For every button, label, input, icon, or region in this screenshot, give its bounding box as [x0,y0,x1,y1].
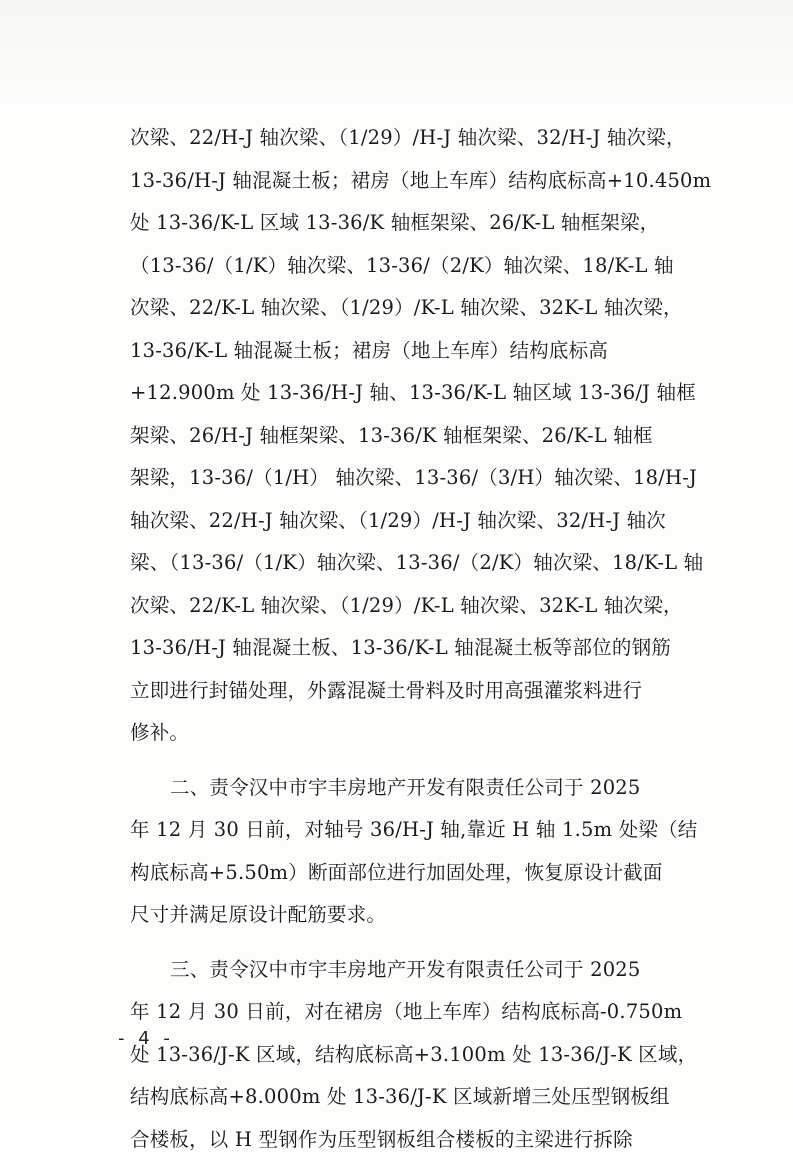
text-line: 三、责令汉中市宇丰房地产开发有限责任公司于 2025 [130,949,670,992]
text-line: 次梁、22/K-L 轴次梁、（1/29）/K-L 轴次梁、32K-L 轴次梁， [130,287,670,330]
document-body [130,117,670,1161]
text-line: 二、责令汉中市宇丰房地产开发有限责任公司于 2025 [130,767,670,810]
text-line: 尺寸并满足原设计配筋要求。 [130,894,670,937]
paragraph-item-three [130,949,670,1161]
text-line: 13-36/H-J 轴混凝土板；裙房（地上车库）结构底标高+10.450m [130,160,670,203]
text-line: 架梁、26/H-J 轴框架梁、13-36/K 轴框架梁、26/K-L 轴框 [130,415,670,458]
text-line: 处 13-36/J-K 区域，结构底标高+3.100m 处 13-36/J-K 区域， [130,1034,670,1077]
paragraph-continuation [130,117,670,755]
scan-watermark-band [0,0,793,110]
text-line: 结构底标高+8.000m 处 13-36/J-K 区域新增三处压型钢板组 [130,1076,670,1119]
paragraph-item-two [130,767,670,937]
text-line: 13-36/H-J 轴混凝土板、13-36/K-L 轴混凝土板等部位的钢筋 [130,627,670,670]
text-line: 构底标高+5.50m）断面部位进行加固处理，恢复原设计截面 [130,852,670,895]
text-line: 处 13-36/K-L 区域 13-36/K 轴框架梁、26/K-L 轴框架梁， [130,202,670,245]
text-line: 架梁，13-36/（1/H） 轴次梁、13-36/（3/H）轴次梁、18/H-J [130,457,670,500]
text-line: 次梁、22/H-J 轴次梁、（1/29）/H-J 轴次梁、32/H-J 轴次梁， [130,117,670,160]
text-line: 13-36/K-L 轴混凝土板；裙房（地上车库）结构底标高 [130,330,670,373]
text-line: 轴次梁、22/H-J 轴次梁、（1/29）/H-J 轴次梁、32/H-J 轴次 [130,500,670,543]
text-line: （13-36/（1/K）轴次梁、13-36/（2/K）轴次梁、18/K-L 轴 [130,245,670,288]
text-line: 梁、（13-36/（1/K）轴次梁、13-36/（2/K）轴次梁、18/K-L 轴 [130,542,670,585]
text-line: 立即进行封锚处理，外露混凝土骨料及时用高强灌浆料进行 [130,670,670,713]
text-line: 次梁、22/K-L 轴次梁、（1/29）/K-L 轴次梁、32K-L 轴次梁， [130,585,670,628]
text-line: +12.900m 处 13-36/H-J 轴、13-36/K-L 轴区域 13-36/J 轴框 [130,372,670,415]
text-line: 年 12 月 30 日前，对轴号 36/H-J 轴,靠近 H 轴 1.5m 处梁（结 [130,809,670,852]
page-number: - 4 - [118,1028,174,1049]
text-line: 年 12 月 30 日前，对在裙房（地上车库）结构底标高-0.750m [130,991,670,1034]
text-line: 修补。 [130,712,670,755]
text-line: 合楼板，以 H 型钢作为压型钢板组合楼板的主梁进行拆除 [130,1119,670,1161]
